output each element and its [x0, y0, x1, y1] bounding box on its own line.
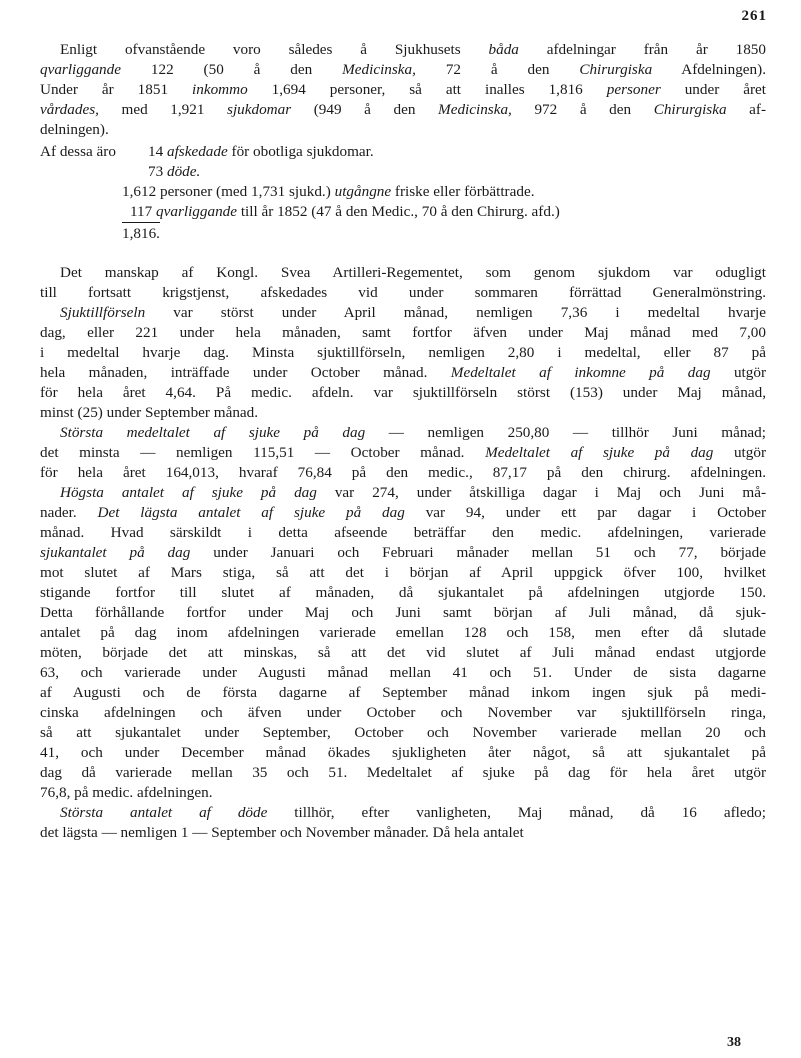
text-line: af Augusti och de första dagarne af September månad inkom ingen sjuk på medi-	[40, 684, 766, 701]
text-line: Högsta antalet af sjuke på dag var 274, under åtskilliga dagar i Maj och Juni må-	[60, 484, 766, 501]
paragraph-main	[40, 263, 766, 843]
text-line: möten, började det att minskas, så att det vid slutet af Juli månad endast utgjorde	[40, 644, 766, 661]
text-line: 76,8, på medic. afdelningen.	[40, 784, 213, 801]
text-line: månad. Hvad särskildt i detta afseende beträffar den medic. afdelningen, varierade	[40, 524, 766, 541]
text-line: delningen).	[40, 121, 109, 138]
summary-list	[40, 142, 766, 244]
page-number: 261	[741, 8, 767, 24]
summary-row	[40, 202, 766, 222]
text-line: vårdades, med 1,921 sjukdomar (949 å den Medicinska, 972 å den Chirurgiska af-	[40, 101, 766, 118]
text-line: nader. Det lägsta antalet af sjuke på dag var 94, under ett par dagar i October	[40, 504, 767, 521]
text-line: sjukantalet på dag under Januari och Februari månader mellan 51 och 77, började	[40, 544, 766, 561]
summary-row	[40, 162, 766, 182]
text-line: dag, eller 221 under hela månaden, samt fortfor äfven under Maj månad med 7,00	[40, 324, 766, 341]
text-line: mot slutet af Mars stiga, så att det i början af April uppgick öfver 100, hvilket	[40, 564, 766, 581]
text-line: dag då varierade mellan 35 och 51. Medeltalet af sjuke på dag för hela året utgör	[40, 764, 766, 781]
text-line: Under år 1851 inkommo 1,694 personer, så att inalles 1,816 personer under året	[40, 81, 766, 98]
text-line: det minsta — nemligen 115,51 — October månad. Medeltalet af sjuke på dag utgör	[40, 444, 767, 461]
summary-text: 14 afskedade för obotliga sjukdomar.	[148, 143, 374, 160]
text-line: Sjuktillförseln var störst under April månad, nemligen 7,36 i medeltal hvarje	[60, 304, 766, 321]
text-line: qvarliggande 122 (50 å den Medicinska, 72 å den Chirurgiska Afdelningen).	[40, 61, 767, 78]
text-line: för hela året 4,64. På medic. afdeln. var sjuktillförseln störst (153) under Maj månad,	[40, 384, 766, 401]
summary-text: 1,612 personer (med 1,731 sjukd.) utgångne friske eller förbättrade.	[122, 183, 535, 200]
text-line: 63, och varierade under Augusti månad mellan 41 och 51. Under de sista dagarne	[40, 664, 766, 681]
summary-text: 73 döde.	[148, 163, 201, 180]
summary-lead: Af dessa äro	[40, 143, 116, 160]
text-line: Detta förhållande fortfor under Maj och Juni samt början af Juli månad, då sjuk-	[40, 604, 766, 621]
text-line: Det manskap af Kongl. Svea Artilleri-Regementet, som genom sjukdom var odugligt	[60, 264, 766, 281]
text-line: för hela året 164,013, hvaraf 76,84 på den medic., 87,17 på den chirurg. afdelningen.	[40, 464, 766, 481]
summary-total: 1,816.	[122, 222, 160, 244]
text-line: hela månaden, inträffade under October månad. Medeltalet af inkomne på dag utgör	[40, 364, 766, 381]
text-line: antalet på dag inom afdelningen varierade emellan 128 och 158, men efter då slutade	[40, 624, 766, 641]
text-line: så att sjukantalet under September, October och November varierade mellan 20 och	[40, 724, 766, 741]
paragraph-intro	[40, 40, 766, 140]
signature-mark: 38	[727, 1035, 741, 1050]
text-line: stigande fortfor till slutet af månaden, då sjukantalet på afdelningen utgjorde 150.	[40, 584, 766, 601]
text-line: det lägsta — nemligen 1 — September och November månader. Då hela antalet	[40, 824, 524, 841]
summary-text: 117 qvarliggande till år 1852 (47 å den Medic., 70 å den Chirurg. afd.)	[130, 203, 560, 220]
text-line: Enligt ofvanstående voro således å Sjukhusets båda afdelningar från år 1850	[60, 41, 766, 58]
summary-row	[40, 142, 766, 162]
text-line: i medeltal hvarje dag. Minsta sjuktillförseln, nemligen 2,80 i medeltal, eller 87 på	[40, 344, 766, 361]
summary-row	[40, 182, 766, 202]
text-line: till fortsatt krigstjenst, afskedades vid under sommaren förrättad Generalmönstring.	[40, 284, 766, 301]
text-line: minst (25) under September månad.	[40, 404, 259, 421]
text-line: Största antalet af döde tillhör, efter vanligheten, Maj månad, då 16 afledo;	[60, 804, 766, 821]
text-line: 41, och under December månad ökades sjukligheten åter något, så att sjukantalet på	[40, 744, 766, 761]
text-line: cinska afdelningen och äfven under October och November var sjuktillförseln ringa,	[40, 704, 766, 721]
text-line: Största medeltalet af sjuke på dag — nemligen 250,80 — tillhör Juni månad;	[60, 424, 766, 441]
